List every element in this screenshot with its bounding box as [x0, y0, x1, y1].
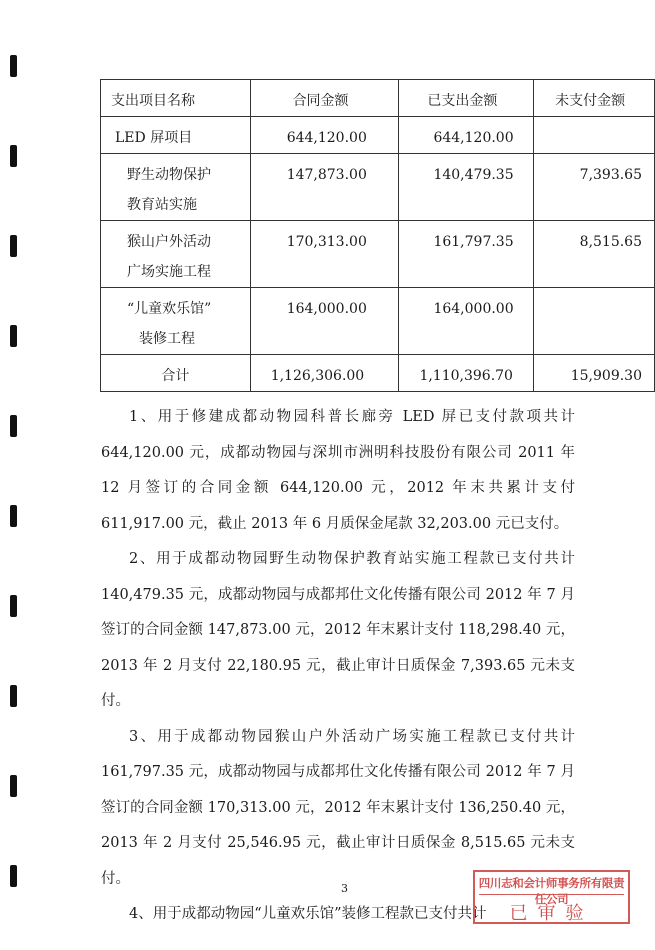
binding-hole: [10, 865, 17, 887]
binding-hole: [10, 55, 17, 77]
item-name-cell: [101, 288, 251, 355]
paid-amount-cell: 161,797.35: [399, 221, 534, 288]
paid-amount-cell: 140,479.35: [399, 154, 534, 221]
binding-holes: [10, 0, 20, 950]
item-name-cell: [101, 117, 251, 154]
item-name-line: 装修工程: [139, 331, 195, 347]
table-row: [101, 221, 655, 288]
item-name-line: “儿童欢乐馆”: [127, 301, 212, 317]
expenditure-table: [100, 79, 655, 392]
item-name-line: 野生动物保护: [127, 167, 211, 183]
header-unpaid-amount: 未支付金额: [534, 80, 655, 117]
total-unpaid-cell: 15,909.30: [534, 355, 655, 392]
table-header-row: [101, 80, 655, 117]
binding-hole: [10, 685, 17, 707]
item-name-line: 猴山户外活动: [127, 234, 211, 250]
unpaid-amount-cell: [534, 117, 655, 154]
contract-amount-cell: 170,313.00: [250, 221, 399, 288]
binding-hole: [10, 235, 17, 257]
binding-hole: [10, 145, 17, 167]
item-name-cell: [101, 154, 251, 221]
contract-amount-cell: 147,873.00: [250, 154, 399, 221]
item-name-line: 广场实施工程: [127, 264, 211, 280]
binding-hole: [10, 415, 17, 437]
stamp-divider: [479, 894, 624, 895]
binding-hole: [10, 775, 17, 797]
unpaid-amount-cell: 7,393.65: [534, 154, 655, 221]
header-contract-amount: 合同金额: [250, 80, 399, 117]
total-paid-cell: 1,110,396.70: [399, 355, 534, 392]
paragraph-text: 1、用于修建成都动物园科普长廊旁 LED 屏已支付款项共计 644,120.00 元，成都动物园与深圳市洲明科技股份有限公司 2011 年 12 月签订的合同金额 644,120.00 元，2012 年末共累计支付 611,917.00 元，截止 2013 年 6 月质保金尾款 32,203.00 元已支付。: [101, 409, 575, 532]
paragraph-text: 3、用于成都动物园猴山户外活动广场实施工程款已支付共计 161,797.35 元，成都动物园与成都邦仕文化传播有限公司 2012 年 7 月签订的合同金额 170,313.00 元，2012 年末累计支付 136,250.40 元，2013 年 2 月支付 25,546.95 元，截止审计日质保金 8,515.65 元未支付。: [101, 728, 575, 887]
paid-amount-cell: 164,000.00: [399, 288, 534, 355]
unpaid-amount-cell: 8,515.65: [534, 221, 655, 288]
item-name-cell: [101, 221, 251, 288]
binding-hole: [10, 505, 17, 527]
item-name-line: 教育站实施: [127, 197, 197, 213]
contract-amount-cell: 164,000.00: [250, 288, 399, 355]
page-number: 3: [341, 882, 348, 895]
paragraph-1: [101, 400, 575, 542]
body-text: [101, 400, 575, 933]
total-contract-cell: 1,126,306.00: [250, 355, 399, 392]
binding-hole: [10, 595, 17, 617]
table-row: [101, 288, 655, 355]
unpaid-amount-cell: [534, 288, 655, 355]
paid-amount-cell: 644,120.00: [399, 117, 534, 154]
item-name-line: LED 屏项目: [115, 130, 193, 146]
header-paid-amount: 已支出金额: [399, 80, 534, 117]
paragraph-2: [101, 542, 575, 720]
table-total-row: [101, 355, 655, 392]
stamp-status: 已审验: [509, 903, 594, 924]
audit-stamp: [473, 870, 630, 924]
paragraph-text: 2、用于成都动物园野生动物保护教育站实施工程款已支付共计 140,479.35 元，成都动物园与成都邦仕文化传播有限公司 2012 年 7 月签订的合同金额 147,873.00 元，2012 年末累计支付 118,298.40 元，2013 年 2 月支付 22,180.95 元，截止审计日质保金 7,393.65 元未支付。: [101, 551, 575, 709]
contract-amount-cell: 644,120.00: [250, 117, 399, 154]
stamp-firm-name: 四川志和会计师事务所有限责任公司: [478, 876, 625, 906]
paragraph-text: 4、用于成都动物园“儿童欢乐馆”装修工程款已支付共计: [129, 906, 487, 922]
table-row: [101, 154, 655, 221]
header-item-name: 支出项目名称: [101, 80, 251, 117]
binding-hole: [10, 325, 17, 347]
total-label-cell: 合计: [101, 355, 251, 392]
table-row: [101, 117, 655, 154]
